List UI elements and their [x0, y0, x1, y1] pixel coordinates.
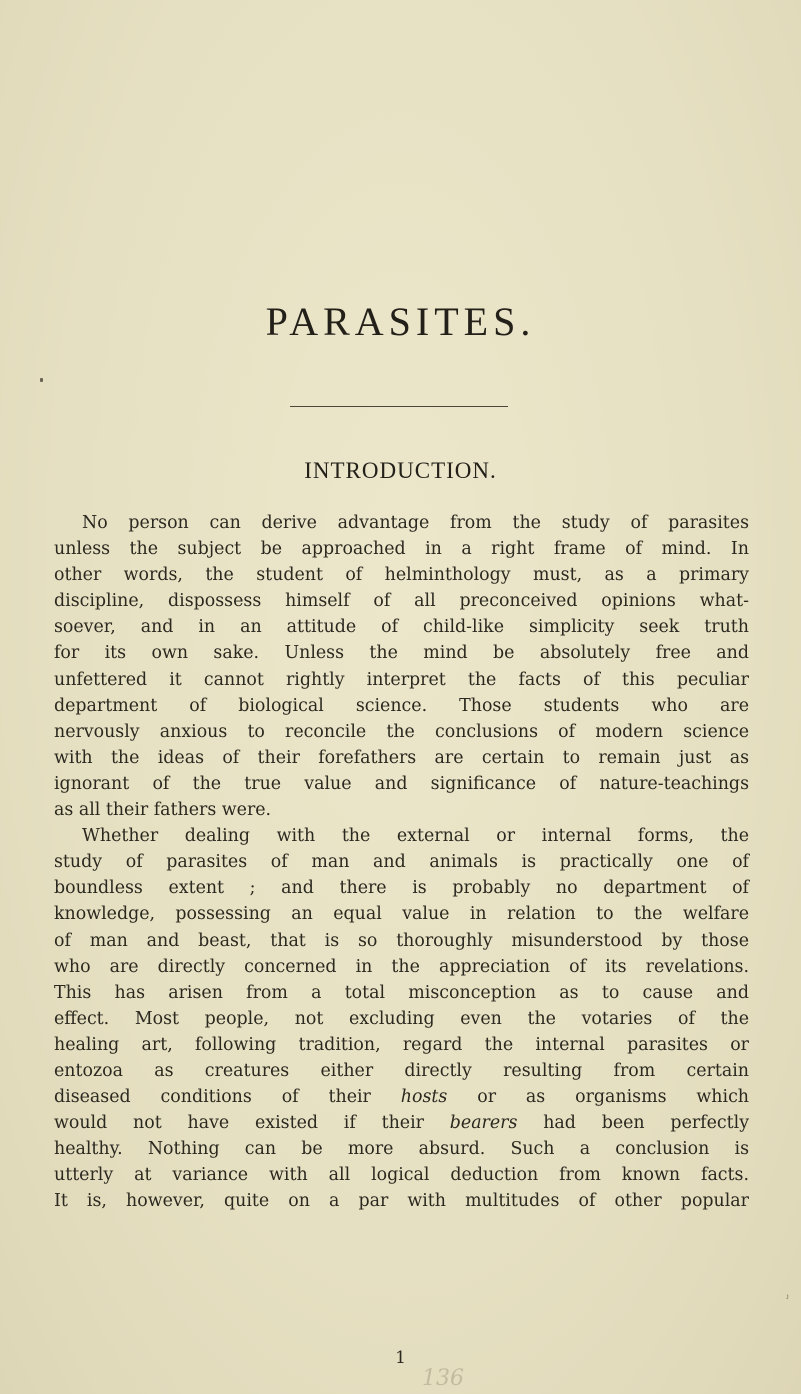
text-line: as all their fathers were. — [54, 800, 272, 821]
text-line: utterly at variance with all logical deduction from known facts. — [54, 1165, 749, 1186]
text-line: This has arisen from a total misconception as to cause and — [54, 982, 749, 1003]
ink-speck — [40, 378, 43, 382]
text-line: entozoa as creatures either directly resulting from certain — [54, 1060, 749, 1081]
text-line: unless the subject be approached in a right frame of mind. In — [54, 539, 749, 560]
text-line: study of parasites of man and animals is practically one of — [54, 852, 749, 873]
text-line-bearers — [54, 1110, 749, 1136]
text-line: of man and beast, that is so thoroughly misunderstood by those — [54, 930, 749, 951]
title-divider — [290, 406, 508, 407]
text-line: with the ideas of their forefathers are certain to remain just as — [54, 747, 749, 768]
text-line: It is, however, quite on a par with multitudes of other popular — [54, 1191, 749, 1212]
text-line: who are directly concerned in the appreciation of its revelations. — [54, 956, 749, 977]
text-fragment: would not have existed if their — [54, 1113, 424, 1134]
text-line: healing art, following tradition, regard the internal parasites or — [54, 1034, 749, 1055]
body-text — [54, 510, 749, 1215]
text-line: Whether dealing with the external or internal forms, the — [82, 826, 749, 847]
text-fragment: or as organisms which — [477, 1087, 750, 1108]
text-line-hosts — [54, 1084, 749, 1110]
italic-word-hosts: hosts — [400, 1087, 448, 1108]
text-line: healthy. Nothing can be more absurd. Such a conclusion is — [54, 1139, 749, 1160]
text-line: for its own sake. Unless the mind be absolutely free and — [54, 643, 749, 664]
page-number: 1 — [395, 1348, 406, 1368]
text-line: soever, and in an attitude of child-like simplicity seek truth — [54, 617, 749, 638]
text-line: No person can derive advantage from the study of parasites — [82, 513, 749, 533]
text-fragment: diseased conditions of their — [54, 1087, 371, 1108]
margin-tick-mark: ⱼ — [786, 1290, 789, 1301]
text-line: boundless extent ; and there is probably no department of — [54, 878, 749, 899]
text-line: other words, the student of helminthology must, as a primary — [54, 565, 749, 586]
text-line: discipline, dispossess himself of all preconceived opinions what- — [54, 591, 749, 612]
page-title: PARASITES. — [265, 299, 536, 344]
text-line: unfettered it cannot rightly interpret the facts of this peculiar — [54, 669, 749, 690]
text-line: knowledge, possessing an equal value in relation to the welfare — [54, 904, 749, 925]
text-line: effect. Most people, not excluding even the votaries of the — [54, 1008, 749, 1029]
italic-word-bearers: bearers — [449, 1113, 518, 1134]
text-fragment: had been perfectly — [543, 1113, 750, 1134]
pencil-annotation: 136 — [422, 1366, 464, 1391]
section-heading: INTRODUCTION. — [304, 458, 497, 483]
text-line: ignorant of the true value and significance of nature-teachings — [54, 773, 749, 794]
text-line: department of biological science. Those students who are — [54, 695, 749, 716]
text-line: nervously anxious to reconcile the conclusions of modern science — [54, 721, 749, 742]
